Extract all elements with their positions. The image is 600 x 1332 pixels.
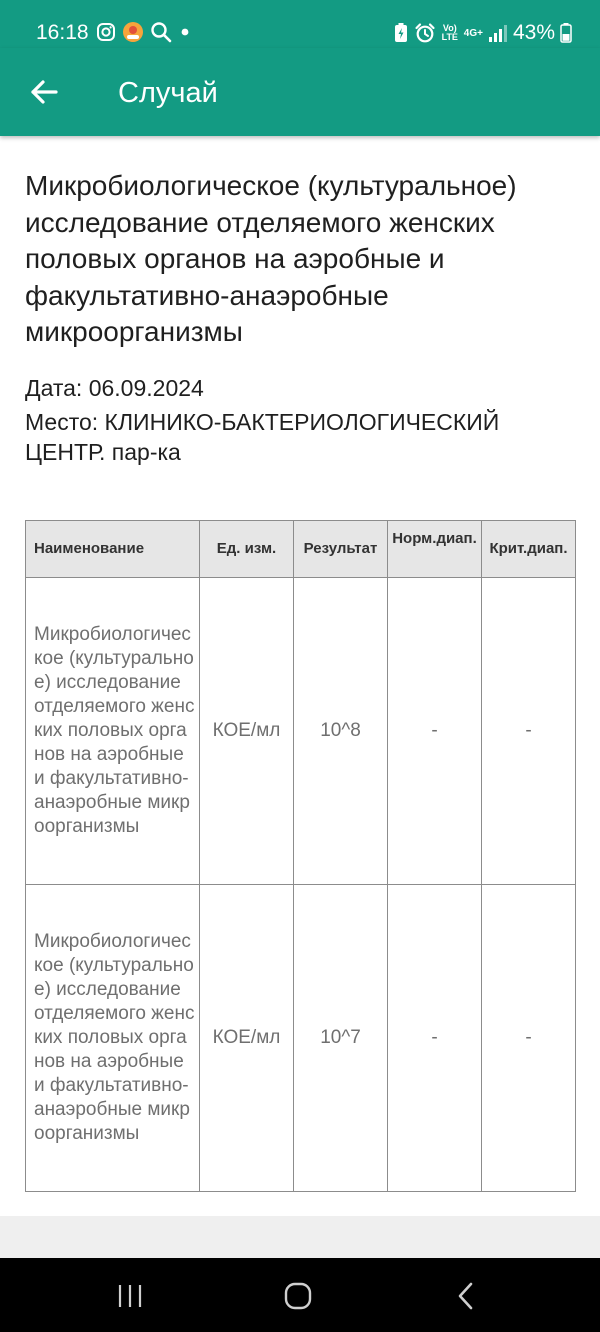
cell-norm: -: [388, 885, 482, 1192]
instagram-icon: [96, 22, 116, 42]
cell-name: Микробиологическое (культуральное) исследование отделяемого женских половых органов на аэробные и факультативно-анаэробные микроорганизмы: [26, 885, 200, 1192]
study-place: Место: КЛИНИКО-БАКТЕРИОЛОГИЧЕСКИЙ ЦЕНТР. пар-ка: [25, 408, 500, 465]
battery-saver-icon: [393, 22, 409, 44]
battery-percent: 43%: [512, 21, 555, 44]
header-crit: Крит.диап.: [482, 521, 576, 578]
header-name: Наименование: [26, 521, 200, 578]
footer-spacer: [0, 1216, 600, 1258]
volte-indicator: Vo) LTE: [441, 23, 458, 42]
dot-icon: [178, 25, 192, 39]
arrow-left-icon: [29, 77, 59, 107]
search-icon: [150, 21, 172, 43]
cell-crit: -: [482, 885, 576, 1192]
page-title: Случай: [118, 77, 218, 109]
table-header-row: [26, 521, 576, 578]
network-type-indicator: 4G+: [463, 27, 483, 39]
table-row: [26, 578, 576, 885]
app-bar: [0, 48, 600, 136]
back-chevron-icon: [455, 1281, 477, 1311]
header-norm: Норм.диап.: [388, 521, 482, 578]
study-title: Микробиологическое (культуральное) исследование отделяемого женских половых органов на аэробные и факультативно-анаэробные микроорганизмы: [25, 170, 517, 348]
table-row: [26, 885, 576, 1192]
status-system-icons: [393, 20, 572, 46]
alarm-icon: [414, 22, 436, 44]
cell-name: Микробиологическое (культуральное) исследование отделяемого женских половых органов на аэробные и факультативно-анаэробные микроорганизмы: [26, 578, 200, 885]
cell-result: 10^8: [294, 578, 388, 885]
header-result: Результат: [294, 521, 388, 578]
app-notification-icon: [122, 21, 144, 43]
cell-norm: -: [388, 578, 482, 885]
study-details: [25, 168, 575, 467]
back-button[interactable]: [22, 70, 66, 114]
cell-result: 10^7: [294, 885, 388, 1192]
status-notification-icons: [96, 21, 192, 43]
home-icon: [283, 1281, 313, 1311]
cell-unit: КОЕ/мл: [200, 885, 294, 1192]
nav-back-button[interactable]: [436, 1276, 496, 1316]
cell-unit: КОЕ/мл: [200, 578, 294, 885]
header-unit: Ед. изм.: [200, 521, 294, 578]
status-time: 16:18: [36, 21, 89, 44]
study-date: Дата: 06.09.2024: [25, 374, 204, 401]
status-bar: [0, 0, 600, 48]
battery-icon: [560, 22, 572, 44]
recents-icon: [115, 1283, 145, 1309]
cell-crit: -: [482, 578, 576, 885]
system-nav-bar: [0, 1258, 600, 1332]
results-table: [25, 520, 576, 1192]
signal-icon: [488, 23, 508, 43]
recents-button[interactable]: [100, 1276, 160, 1316]
home-button[interactable]: [268, 1276, 328, 1316]
